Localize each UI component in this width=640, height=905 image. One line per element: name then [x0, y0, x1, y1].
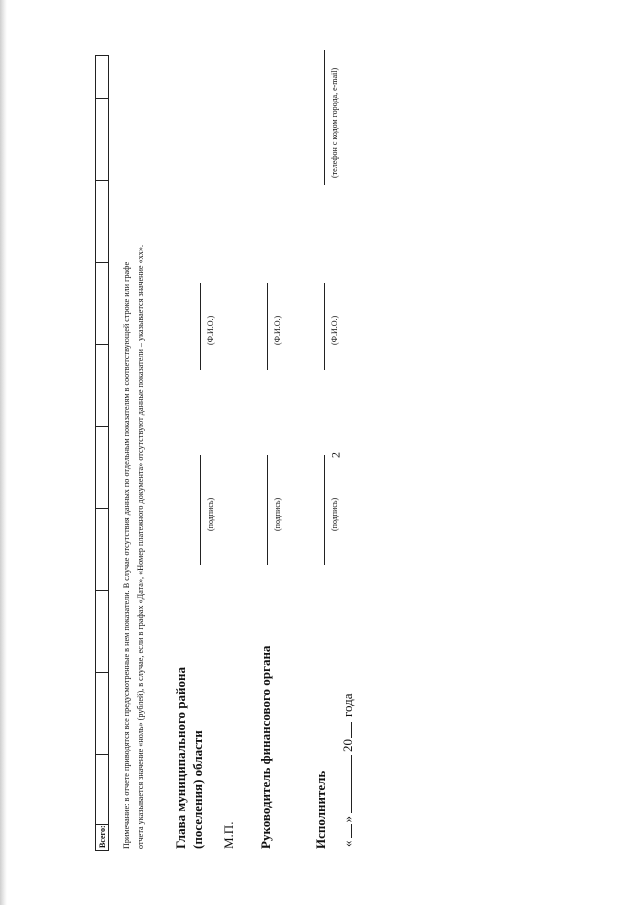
note-line-2: отчета указывается значение «ноль» (рублей), в случае, если в графах «Дата», «Номер платежного документа» отсутствуют данные показатели – указывается значение «хх».: [135, 244, 145, 849]
note-paragraph: [120, 49, 147, 849]
table-cell: [96, 180, 108, 262]
totals-label-cell: Всего:: [98, 825, 107, 848]
head-signature-line: [200, 455, 201, 565]
table-cell: [96, 344, 108, 426]
finance-signature-line: [267, 455, 268, 565]
stamp-place-label: М.П.: [221, 821, 236, 849]
date-year-blank: [351, 722, 352, 738]
totals-table: [95, 55, 109, 851]
finance-fio-caption: (Ф.И.О.): [273, 315, 282, 345]
executor-phone-caption: (телефон с кодом города, e-mail): [330, 67, 339, 178]
head-fio-caption: (Ф.И.О.): [206, 315, 215, 345]
executor-phone-line: [324, 50, 325, 185]
finance-fio-line: [267, 283, 268, 370]
note-line-1: Примечание: в отчете приводятся все предусмотренные в нем показатели. В случае отсутствия данных по отдельным показателям в соответствующей строке или графе: [122, 261, 131, 849]
table-cell: [96, 590, 108, 672]
head-title-line-1: Глава муниципального района: [173, 667, 188, 849]
head-signature-caption: (подпись): [206, 497, 215, 531]
finance-title: Руководитель финансового органа: [258, 645, 273, 849]
table-cell: [96, 426, 108, 508]
table-cell: [96, 98, 108, 180]
executor-title: Исполнитель: [313, 770, 328, 849]
date-month-blank: [351, 755, 352, 813]
table-cell: [96, 56, 108, 98]
date-day-blank: [351, 825, 352, 839]
table-cell: [96, 672, 108, 754]
executor-fio-line: [324, 283, 325, 370]
executor-signature-line: [324, 455, 325, 565]
table-cell: [96, 262, 108, 344]
date-century: 20: [340, 739, 355, 752]
head-fio-line: [200, 283, 201, 370]
date-open-quote: «: [340, 840, 355, 847]
date-close-quote: »: [340, 816, 355, 823]
executor-signature-caption: (подпись): [330, 497, 339, 531]
date-year-word: года: [340, 693, 355, 717]
head-title-line-2: (поселения) области: [190, 730, 205, 849]
table-cell: [96, 508, 108, 590]
date-field: [340, 693, 356, 847]
table-cell: [96, 754, 108, 824]
finance-signature-caption: (подпись): [273, 497, 282, 531]
page-number: 2: [328, 452, 343, 458]
executor-fio-caption: (Ф.И.О.): [330, 315, 339, 345]
